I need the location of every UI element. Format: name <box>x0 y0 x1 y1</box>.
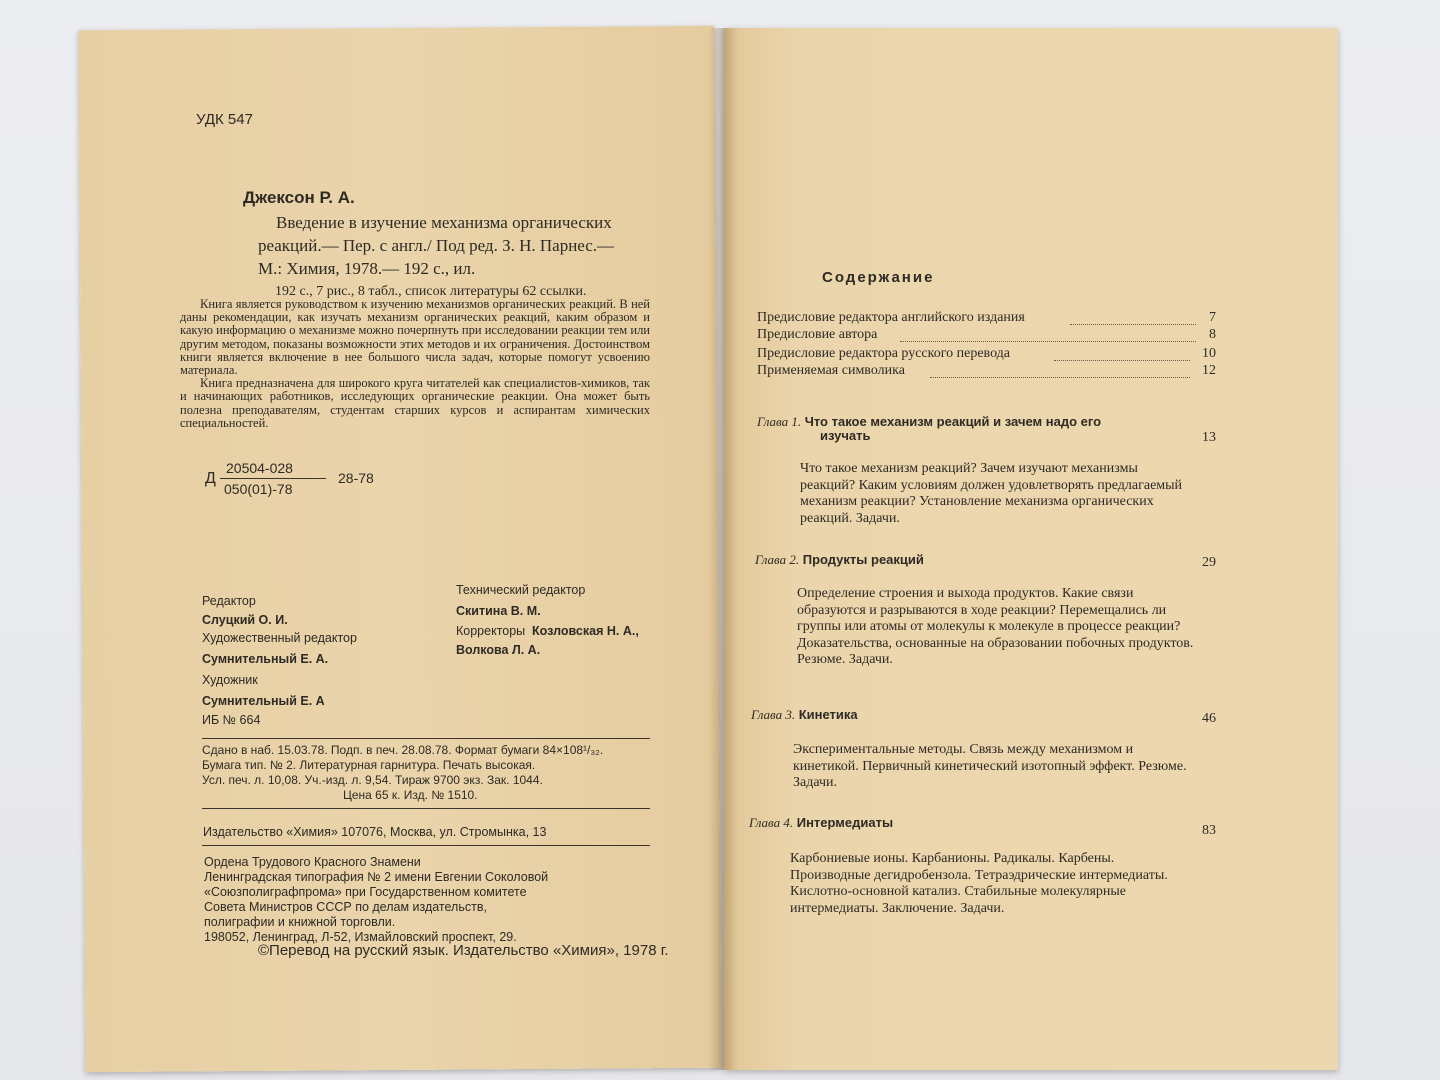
toc-entry-page: 8 <box>1209 327 1216 342</box>
credit-name: Скитина В. М. <box>456 604 541 618</box>
title-line-1: Введение в изучение механизма органических <box>276 213 612 232</box>
credit-name: Козловская Н. А., <box>532 624 639 638</box>
printer-line: Ленинградская типография № 2 имени Евгении Соколовой <box>204 870 549 884</box>
chapter-title-line: Что такое механизм реакций и зачем надо его <box>804 414 1102 429</box>
toc-entry-title: Предисловие редактора русского перевода <box>757 346 1010 361</box>
abstract <box>180 298 650 430</box>
chapter-page: 13 <box>1202 430 1216 445</box>
credit-role: Редактор <box>202 594 256 608</box>
chapter-title-line: изучать <box>820 428 871 443</box>
chapter-title-line: Интермедиаты <box>796 815 894 830</box>
copyright-line: ©Перевод на русский язык. Издательство «Химия», 1978 г. <box>258 942 669 959</box>
imprint-rule-bottom <box>202 845 650 846</box>
chapter-label: Глава 3. <box>751 707 796 722</box>
credit-role: Корректоры <box>456 624 526 638</box>
code-fraction-bar <box>220 478 326 479</box>
chapter-page: 83 <box>1202 823 1216 838</box>
book-gutter <box>708 28 738 1070</box>
chapter-heading <box>751 707 858 723</box>
imprint-line: Цена 65 к. Изд. № 1510. <box>343 788 478 802</box>
credit-name: Слуцкий О. И. <box>202 613 288 627</box>
credit-role: Художник <box>202 673 258 687</box>
left-page <box>78 26 721 1072</box>
chapter-description: Что такое механизм реакций? Зачем изучают механизмы реакций? Каким условиям должен удовлетворять предлагаемый механизм реакции? Установление механизма органических реакций. Задачи. <box>800 461 1183 526</box>
code-denominator: 050(01)-78 <box>224 481 293 497</box>
chapter-title-line: Кинетика <box>798 707 858 722</box>
imprint-rule-mid <box>202 808 650 809</box>
imprint-line: Бумага тип. № 2. Литературная гарнитура. Печать высокая. <box>202 758 536 772</box>
publisher-address: Издательство «Химия» 107076, Москва, ул. Стромынка, 13 <box>203 825 547 839</box>
toc-entry-title: Применяемая символика <box>757 363 905 378</box>
printer-line: 198052, Ленинград, Л-52, Измайловский проспект, 29. <box>204 930 517 944</box>
credit-name: Сумнительный Е. А. <box>202 652 329 666</box>
ib-number: ИБ № 664 <box>202 713 261 727</box>
chapter-page: 46 <box>1202 711 1216 726</box>
chapter-label: Глава 1. <box>757 414 802 429</box>
imprint-rule-top <box>202 738 650 739</box>
printer-line: Совета Министров СССР по делам издательств, <box>204 900 487 914</box>
credit-name: Сумнительный Е. А <box>202 694 325 708</box>
toc-entry-page: 7 <box>1209 310 1216 325</box>
chapter-label: Глава 4. <box>749 815 794 830</box>
toc-leader-dots <box>930 377 1190 378</box>
chapter-heading-cont <box>820 428 871 443</box>
chapter-title-line: Продукты реакций <box>802 552 924 567</box>
code-numerator: 20504-028 <box>226 460 293 476</box>
title-line-2: реакций.— Пер. с англ./ Под ред. З. Н. Парнес.— <box>258 236 615 255</box>
imprint-line: Усл. печ. л. 10,08. Уч.-изд. л. 9,54. Тираж 9700 экз. Зак. 1044. <box>202 773 543 787</box>
credit-role: Технический редактор <box>456 583 586 597</box>
code-letter: Д <box>205 470 216 487</box>
code-suffix: 28-78 <box>338 470 374 486</box>
abstract-paragraph-2: Книга предназначена для широкого круга читателей как специалистов-химиков, так и начинающих работников, исследующих органические реакции. Она может быть полезна преподавателям, студентам старших курсов и аспирантам химических специальностей. <box>180 376 650 430</box>
chapter-heading <box>749 815 893 831</box>
abstract-paragraph-1: Книга является руководством к изучению механизмов органических реакций. В ней даны рекомендации, как изучать механизм органических реакций, каким образом и какую информацию о механизме можно почерпнуть при исследовании реакции тем или другим методом, показаны возможности этих методов и их ограничения. Достоинством книги является включение в нее большого числа задач, которые помогут усвоению материала. <box>180 297 650 378</box>
chapter-heading <box>757 414 1101 430</box>
toc-entry-title: Предисловие автора <box>757 327 878 342</box>
chapter-description: Экспериментальные методы. Связь между механизмом и кинетикой. Первичный кинетический изотопный эффект. Резюме. Задачи. <box>793 742 1187 790</box>
toc-entry-page: 12 <box>1202 363 1216 378</box>
title-line-3: М.: Химия, 1978.— 192 с., ил. <box>258 259 476 278</box>
chapter-description: Карбониевые ионы. Карбанионы. Радикалы. Карбены. Производные дегидробензола. Тетраэдрические интермедиаты. Кислотно-основной катализ. Стабильные молекулярные интермедиаты. Заключение. Задачи. <box>790 851 1168 916</box>
credit-name: Волкова Л. А. <box>456 643 541 657</box>
chapter-description: Определение строения и выхода продуктов. Какие связи образуются и разрываются в ходе реакции? Перемещались ли группы или атомы от молекулы к молекуле в процессе реакции? Доказательства, основанные на образовании побочных продуктов. Резюме. Задачи. <box>797 586 1194 667</box>
chapter-label: Глава 2. <box>755 552 800 567</box>
printer-line: «Союзполиграфпрома» при Государственном комитете <box>204 885 527 899</box>
imprint-line: Сдано в наб. 15.03.78. Подп. в печ. 28.08.78. Формат бумаги 84×108¹/₃₂. <box>202 743 604 757</box>
toc-leader-dots <box>1054 360 1190 361</box>
chapter-page: 29 <box>1202 555 1216 570</box>
toc-entry-title: Предисловие редактора английского издания <box>757 310 1025 325</box>
toc-entry-page: 10 <box>1202 346 1216 361</box>
book-author: Джексон Р. А. <box>243 188 355 207</box>
toc-heading: Содержание <box>822 269 935 286</box>
credit-role: Художественный редактор <box>202 631 357 645</box>
udc-code: УДК 547 <box>196 111 253 128</box>
printer-line: Ордена Трудового Красного Знамени <box>204 855 421 869</box>
toc-leader-dots <box>900 341 1196 342</box>
extent-line: 192 с., 7 рис., 8 табл., список литературы 62 ссылки. <box>275 284 587 299</box>
chapter-heading <box>755 552 924 568</box>
printer-line: полиграфии и книжной торговли. <box>204 915 396 929</box>
